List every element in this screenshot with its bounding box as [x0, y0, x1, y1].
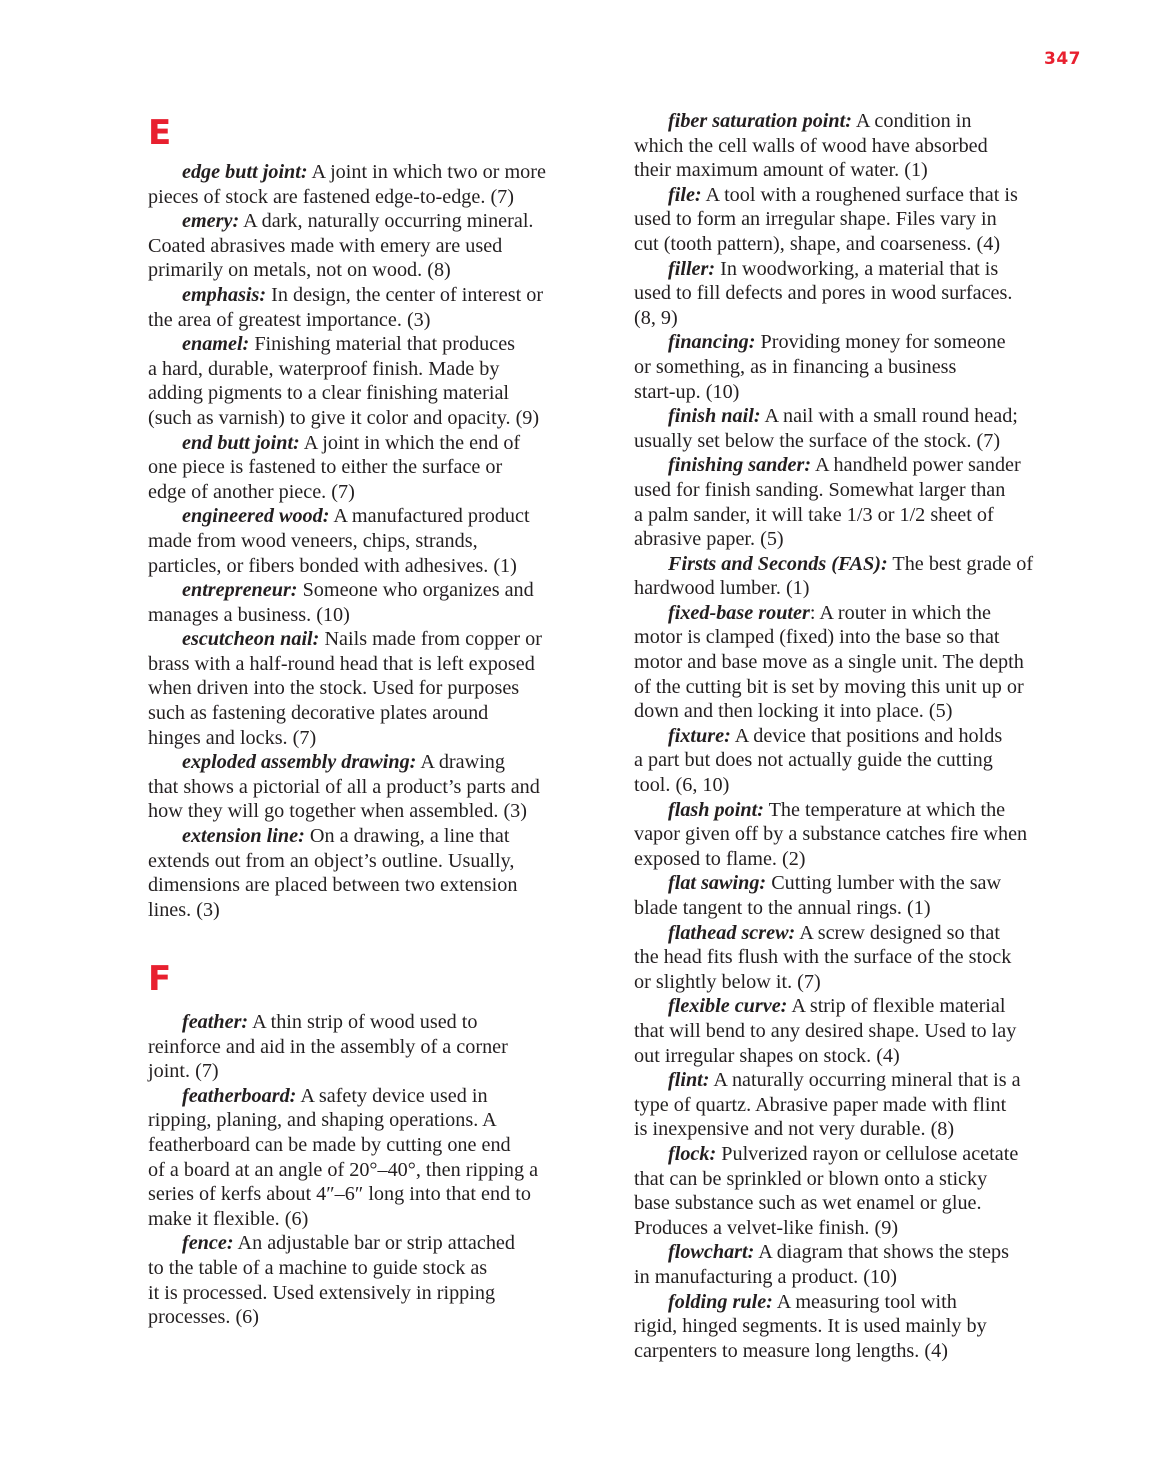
definition-text: Providing money for someone — [755, 331, 1006, 354]
glossary-term: flexible curve: — [668, 995, 788, 1018]
definition-text: A joint in which the end of — [299, 431, 521, 454]
definition-text: when driven into the stock. Used for purposes — [148, 677, 520, 700]
entry-line — [634, 429, 1094, 454]
entry-line — [148, 1305, 608, 1330]
entry-line — [148, 849, 608, 874]
definition-text: made from wood veneers, chips, strands, — [148, 529, 478, 552]
entry-line — [148, 185, 608, 210]
glossary-entry — [634, 330, 1094, 404]
definition-text: particles, or fibers bonded with adhesives. (1) — [148, 554, 517, 577]
entry-first-line — [634, 601, 1094, 626]
glossary-term: entrepreneur: — [182, 579, 298, 602]
glossary-entry — [634, 257, 1094, 331]
entry-first-line — [634, 724, 1094, 749]
entry-first-line — [148, 627, 608, 652]
entry-line — [634, 1019, 1094, 1044]
glossary-term: engineered wood: — [182, 505, 330, 528]
entry-line — [148, 529, 608, 554]
glossary-term: Firsts and Seconds (FAS): — [668, 552, 888, 575]
glossary-term: finishing sander: — [668, 454, 812, 477]
definition-text: Cutting lumber with the saw — [766, 872, 1002, 895]
glossary-list-e — [148, 160, 608, 922]
page-number: 347 — [1044, 49, 1081, 69]
definition-text: start-up. (10) — [634, 380, 740, 403]
entry-first-line — [634, 1290, 1094, 1315]
entry-first-line — [634, 257, 1094, 282]
definition-text: to the table of a machine to guide stock as — [148, 1256, 488, 1279]
glossary-term: flash point: — [668, 798, 764, 821]
definition-text: : A router in which the — [809, 601, 991, 624]
definition-text: exposed to flame. (2) — [634, 847, 806, 870]
entry-line — [148, 726, 608, 751]
entry-line — [634, 1314, 1094, 1339]
definition-text: tool. (6, 10) — [634, 774, 730, 797]
entry-line — [148, 1207, 608, 1232]
definition-text: A tool with a roughened surface that is — [701, 183, 1018, 206]
definition-text: down and then locking it into place. (5) — [634, 700, 953, 723]
definition-text: A joint in which two or more — [307, 161, 546, 183]
glossary-entry — [148, 1010, 608, 1084]
entry-first-line — [634, 994, 1094, 1019]
entry-line — [148, 234, 608, 259]
entry-line — [148, 406, 608, 431]
entry-first-line — [148, 332, 608, 357]
definition-text: or slightly below it. (7) — [634, 970, 821, 993]
entry-first-line — [148, 578, 608, 603]
glossary-term: emphasis: — [182, 283, 267, 306]
entry-line — [634, 847, 1094, 872]
glossary-term: escutcheon nail: — [182, 628, 320, 651]
definition-text: in manufacturing a product. (10) — [634, 1265, 897, 1288]
definition-text: A dark, naturally occurring mineral. — [239, 210, 534, 233]
glossary-entry — [634, 1142, 1094, 1240]
glossary-entry — [148, 627, 608, 750]
definition-text: (8, 9) — [634, 306, 678, 329]
definition-text: make it flexible. (6) — [148, 1207, 309, 1230]
glossary-entry — [634, 109, 1094, 183]
definition-text: Finishing material that produces — [249, 333, 516, 356]
definition-text: A nail with a small round head; — [760, 405, 1018, 428]
entry-first-line — [634, 798, 1094, 823]
glossary-entry — [148, 750, 608, 824]
definition-text: brass with a half-round head that is left exposed — [148, 652, 535, 675]
definition-text: A thin strip of wood used to — [248, 1011, 478, 1033]
entry-line — [634, 306, 1094, 331]
definition-text: a hard, durable, waterproof finish. Made by — [148, 357, 500, 380]
definition-text: motor and base move as a single unit. The depth — [634, 651, 1024, 674]
definition-text: A handheld power sander — [811, 454, 1021, 477]
definition-text: An adjustable bar or strip attached — [233, 1232, 515, 1255]
definition-text: a part but does not actually guide the cutting — [634, 749, 993, 772]
entry-line — [634, 527, 1094, 552]
entry-line — [148, 1182, 608, 1207]
glossary-list-f-left — [148, 1010, 608, 1330]
entry-first-line — [634, 871, 1094, 896]
glossary-entry — [634, 1290, 1094, 1364]
entry-line — [634, 232, 1094, 257]
glossary-term: exploded assembly drawing: — [182, 751, 417, 774]
entry-line — [634, 134, 1094, 159]
glossary-entry — [634, 871, 1094, 920]
entry-line — [148, 308, 608, 333]
definition-text: Produces a velvet-like finish. (9) — [634, 1216, 899, 1239]
definition-text: usually set below the surface of the stock. (7) — [634, 429, 1001, 452]
entry-line — [634, 945, 1094, 970]
glossary-entry — [148, 160, 608, 209]
entry-line — [634, 699, 1094, 724]
definition-text: of a board at an angle of 20°–40°, then ripping a — [148, 1158, 539, 1181]
definition-text: processes. (6) — [148, 1306, 259, 1329]
glossary-term: fixture: — [668, 724, 731, 747]
glossary-term: enamel: — [182, 333, 250, 356]
definition-text: blade tangent to the annual rings. (1) — [634, 897, 931, 919]
glossary-entry — [634, 1240, 1094, 1289]
glossary-entry — [634, 453, 1094, 551]
entry-line — [148, 1158, 608, 1183]
entry-line — [148, 1281, 608, 1306]
definition-text: reinforce and aid in the assembly of a corner — [148, 1035, 508, 1058]
entry-first-line — [148, 750, 608, 775]
glossary-term: fixed-base router — [668, 601, 810, 624]
entry-first-line — [634, 921, 1094, 946]
entry-line — [634, 576, 1094, 601]
entry-line — [634, 503, 1094, 528]
definition-text: is inexpensive and not very durable. (8) — [634, 1118, 955, 1141]
definition-text: Pulverized rayon or cellulose acetate — [716, 1142, 1019, 1165]
definition-text: carpenters to measure long lengths. (4) — [634, 1339, 948, 1362]
definition-text: base substance such as wet enamel or glue. — [634, 1192, 982, 1215]
entry-line — [148, 1133, 608, 1158]
definition-text: such as fastening decorative plates around — [148, 702, 489, 725]
entry-line — [634, 478, 1094, 503]
glossary-term: feather: — [182, 1011, 249, 1033]
glossary-entry — [148, 824, 608, 922]
entry-line — [634, 1339, 1094, 1364]
definition-text: A strip of flexible material — [787, 995, 1006, 1018]
definition-text: pieces of stock are fastened edge-to-edge. (7) — [148, 185, 514, 208]
entry-line — [634, 1167, 1094, 1192]
section-heading-f: F — [148, 959, 172, 999]
glossary-entry — [634, 798, 1094, 872]
glossary-term: finish nail: — [668, 405, 761, 428]
definition-text: series of kerfs about 4″–6″ long into that end to — [148, 1183, 531, 1206]
entry-line — [634, 748, 1094, 773]
entry-first-line — [148, 1084, 608, 1109]
entry-line — [634, 380, 1094, 405]
entry-line — [634, 625, 1094, 650]
entry-line — [148, 701, 608, 726]
entry-line — [634, 675, 1094, 700]
glossary-entry — [634, 183, 1094, 257]
definition-text: Someone who organizes and — [297, 579, 534, 602]
definition-text: featherboard can be made by cutting one end — [148, 1133, 511, 1156]
entry-first-line — [148, 1010, 608, 1035]
entry-first-line — [148, 504, 608, 529]
entry-line — [634, 281, 1094, 306]
definition-text: Nails made from copper or — [319, 628, 542, 651]
glossary-term: file: — [668, 183, 702, 206]
glossary-term: edge butt joint: — [182, 161, 308, 183]
definition-text: adding pigments to a clear finishing material — [148, 382, 510, 405]
glossary-entry — [634, 601, 1094, 724]
definition-text: used for finish sanding. Somewhat larger than — [634, 478, 1006, 501]
definition-text: ripping, planing, and shaping operations. A — [148, 1109, 497, 1132]
definition-text: type of quartz. Abrasive paper made with flint — [634, 1093, 1007, 1116]
entry-line — [634, 355, 1094, 380]
entry-line — [634, 158, 1094, 183]
glossary-term: extension line: — [182, 825, 305, 848]
definition-text: that can be sprinkled or blown onto a sticky — [634, 1167, 988, 1190]
entry-first-line — [634, 453, 1094, 478]
glossary-entry — [148, 209, 608, 283]
glossary-term: emery: — [182, 210, 240, 233]
section-heading-e: E — [148, 113, 172, 153]
definition-text: rigid, hinged segments. It is used mainly by — [634, 1315, 987, 1338]
definition-text: that will bend to any desired shape. Used to lay — [634, 1019, 1017, 1042]
entry-first-line — [148, 160, 608, 185]
glossary-term: fence: — [182, 1232, 234, 1255]
entry-first-line — [148, 209, 608, 234]
definition-text: A screw designed so that — [795, 921, 1000, 944]
definition-text: In woodworking, a material that is — [715, 257, 999, 280]
glossary-term: flint: — [668, 1069, 710, 1092]
glossary-entry — [634, 724, 1094, 798]
definition-text: A naturally occurring mineral that is a — [709, 1069, 1021, 1092]
glossary-term: flathead screw: — [668, 921, 796, 944]
entry-line — [148, 554, 608, 579]
definition-text: A device that positions and holds — [730, 724, 1003, 747]
glossary-entry — [148, 431, 608, 505]
glossary-term: financing: — [668, 331, 756, 354]
entry-line — [634, 1117, 1094, 1142]
entry-first-line — [148, 1231, 608, 1256]
definition-text: which the cell walls of wood have absorbed — [634, 134, 988, 157]
definition-text: cut (tooth pattern), shape, and coarseness. (4) — [634, 232, 1001, 255]
definition-text: The temperature at which the — [763, 798, 1006, 821]
definition-text: lines. (3) — [148, 898, 220, 921]
definition-text: motor is clamped (fixed) into the base so that — [634, 626, 1000, 649]
entry-line — [634, 970, 1094, 995]
entry-first-line — [634, 404, 1094, 429]
entry-line — [148, 1059, 608, 1084]
entry-first-line — [634, 330, 1094, 355]
definition-text: used to form an irregular shape. Files vary in — [634, 208, 997, 231]
glossary-entry — [148, 332, 608, 430]
glossary-entry — [148, 578, 608, 627]
definition-text: A diagram that shows the steps — [754, 1241, 1009, 1264]
definition-text: Coated abrasives made with emery are used — [148, 234, 503, 257]
entry-line — [148, 652, 608, 677]
definition-text: a palm sander, it will take 1/3 or 1/2 sheet of — [634, 503, 994, 526]
definition-text: or something, as in financing a business — [634, 355, 957, 378]
glossary-term: flowchart: — [668, 1241, 755, 1264]
entry-line — [148, 381, 608, 406]
definition-text: abrasive paper. (5) — [634, 528, 784, 551]
glossary-entry — [148, 1231, 608, 1329]
entry-line — [634, 773, 1094, 798]
entry-line — [634, 1191, 1094, 1216]
entry-first-line — [634, 109, 1094, 134]
definition-text: (such as varnish) to give it color and opacity. (9) — [148, 406, 540, 429]
entry-first-line — [634, 1240, 1094, 1265]
glossary-term: filler: — [668, 257, 716, 280]
glossary-term: end butt joint: — [182, 431, 300, 454]
definition-text: vapor given off by a substance catches fire when — [634, 823, 1028, 846]
definition-text: primarily on metals, not on wood. (8) — [148, 259, 451, 282]
entry-line — [148, 799, 608, 824]
entry-first-line — [634, 183, 1094, 208]
definition-text: the head fits flush with the surface of the stock — [634, 946, 1012, 969]
entry-line — [148, 1256, 608, 1281]
glossary-term: flat sawing: — [668, 872, 767, 895]
definition-text: A measuring tool with — [772, 1290, 957, 1313]
glossary-term: folding rule: — [668, 1290, 773, 1313]
entry-line — [148, 898, 608, 923]
glossary-term: fiber saturation point: — [668, 110, 852, 132]
glossary-entry — [634, 1068, 1094, 1142]
entry-line — [148, 775, 608, 800]
entry-line — [148, 873, 608, 898]
entry-line — [634, 650, 1094, 675]
definition-text: hinges and locks. (7) — [148, 726, 317, 749]
definition-text: used to fill defects and pores in wood surfaces. — [634, 282, 1013, 305]
definition-text: The best grade of — [887, 552, 1034, 575]
entry-line — [148, 480, 608, 505]
entry-line — [634, 1216, 1094, 1241]
definition-text: their maximum amount of water. (1) — [634, 159, 928, 182]
definition-text: that shows a pictorial of all a product’s parts and — [148, 775, 540, 798]
entry-line — [148, 357, 608, 382]
entry-first-line — [634, 1142, 1094, 1167]
glossary-list-f-right — [634, 109, 1094, 1363]
glossary-term: featherboard: — [182, 1084, 297, 1107]
entry-line — [148, 603, 608, 628]
definition-text: it is processed. Used extensively in ripping — [148, 1281, 496, 1304]
entry-line — [148, 1108, 608, 1133]
definition-text: On a drawing, a line that — [304, 825, 510, 848]
entry-line — [634, 1265, 1094, 1290]
entry-line — [634, 896, 1094, 921]
entry-first-line — [634, 552, 1094, 577]
definition-text: extends out from an object’s outline. Usually, — [148, 849, 515, 872]
definition-text: A safety device used in — [296, 1084, 488, 1107]
entry-line — [148, 676, 608, 701]
definition-text: the area of greatest importance. (3) — [148, 308, 431, 331]
entry-first-line — [148, 431, 608, 456]
entry-line — [634, 207, 1094, 232]
entry-first-line — [148, 824, 608, 849]
definition-text: joint. (7) — [148, 1060, 219, 1083]
entry-line — [634, 1093, 1094, 1118]
definition-text: of the cutting bit is set by moving this unit up or — [634, 675, 1024, 698]
glossary-entry — [634, 994, 1094, 1068]
definition-text: dimensions are placed between two extension — [148, 874, 518, 897]
entry-line — [148, 258, 608, 283]
entry-line — [148, 1035, 608, 1060]
glossary-entry — [634, 921, 1094, 995]
entry-line — [634, 822, 1094, 847]
glossary-entry — [148, 504, 608, 578]
definition-text: out irregular shapes on stock. (4) — [634, 1044, 900, 1067]
glossary-entry — [634, 404, 1094, 453]
entry-line — [634, 1044, 1094, 1069]
definition-text: In design, the center of interest or — [266, 283, 544, 306]
glossary-entry — [634, 552, 1094, 601]
definition-text: hardwood lumber. (1) — [634, 577, 810, 600]
glossary-term: flock: — [668, 1142, 717, 1165]
entry-first-line — [148, 283, 608, 308]
entry-line — [148, 455, 608, 480]
definition-text: one piece is fastened to either the surface or — [148, 456, 503, 479]
definition-text: manages a business. (10) — [148, 603, 350, 626]
glossary-entry — [148, 283, 608, 332]
definition-text: edge of another piece. (7) — [148, 480, 355, 503]
definition-text: A condition in — [851, 110, 972, 132]
definition-text: A drawing — [416, 751, 505, 774]
definition-text: how they will go together when assembled. (3) — [148, 800, 527, 823]
glossary-entry — [148, 1084, 608, 1232]
definition-text: A manufactured product — [329, 505, 530, 528]
entry-first-line — [634, 1068, 1094, 1093]
